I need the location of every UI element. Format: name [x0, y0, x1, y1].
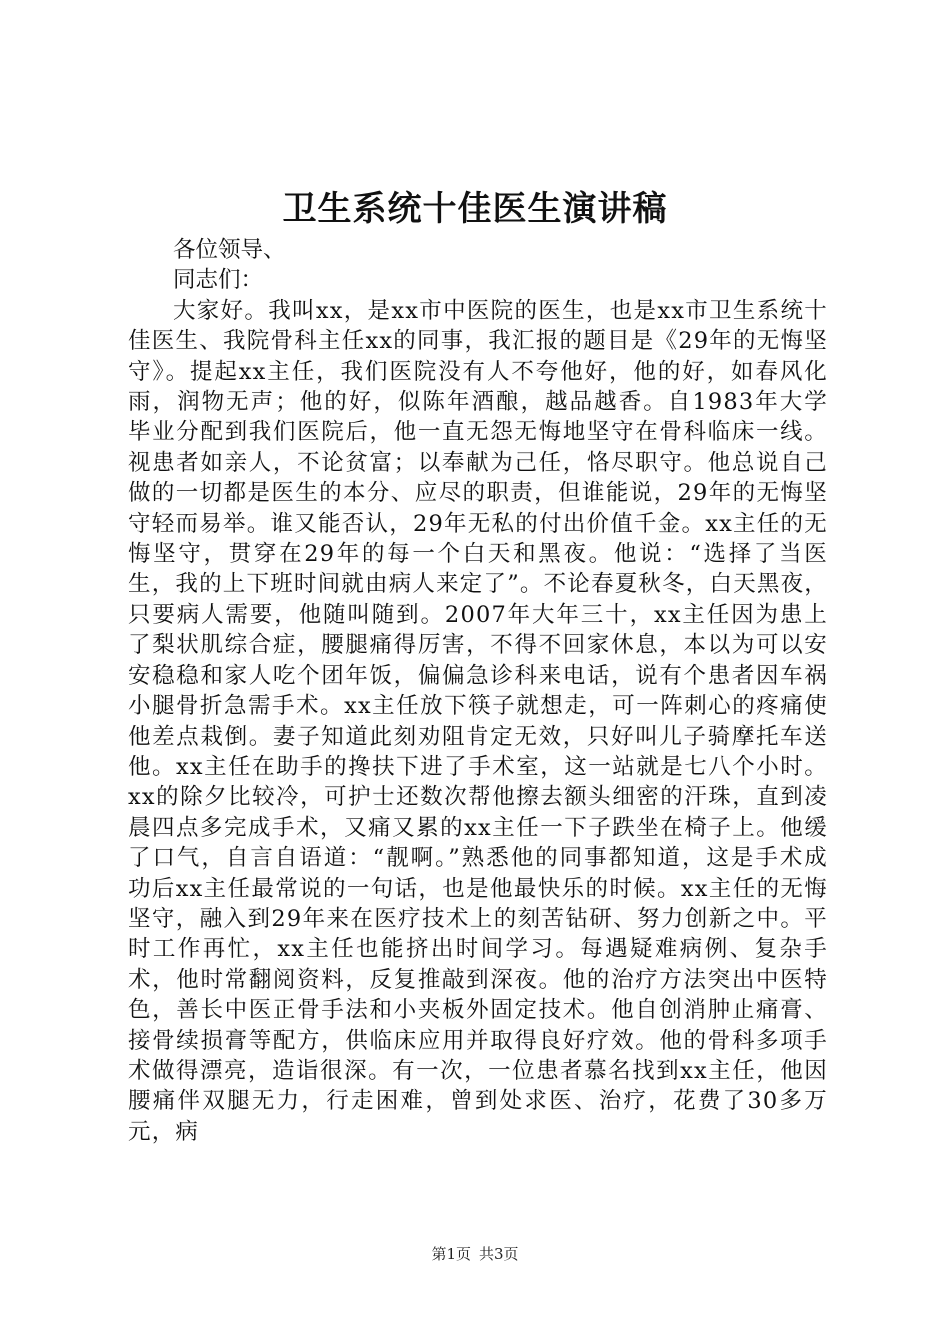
page-number: 第1页	[431, 1245, 471, 1263]
salutation-leaders: 各位领导、	[173, 237, 286, 263]
speech-paragraph: 大家好。我叫xx，是xx市中医院的医生，也是xx市卫生系统十佳医生、我院骨科主任xx的同事，我汇报的题目是《29年的无悔坚守》。提起xx主任，我们医院没有人不夸他好，他的好，如春风化雨，润物无声；他的好，似陈年酒酿，越品越香。自1983年大学毕业分配到我们医院后，他一直无怨无悔地坚守在骨科临床一线。视患者如亲人，不论贫富；以奉献为己任，恪尽职守。他总说自己做的一切都是医生的本分、应尽的职责，但谁能说，29年的无悔坚守轻而易举。谁又能否认，29年无私的付出价值千金。xx主任的无悔坚守，贯穿在29年的每一个白天和黑夜。他说：“选择了当医生，我的上下班时间就由病人来定了”。不论春夏秋冬，白天黑夜，只要病人需要，他随叫随到。2007年大年三十，xx主任因为患上了梨状肌综合症，腰腿痛得厉害，不得不回家休息，本以为可以安安稳稳和家人吃个团年饭，偏偏急诊科来电话，说有个患者因车祸小腿骨折急需手术。xx主任放下筷子就想走，可一阵刺心的疼痛使他差点栽倒。妻子知道此刻劝阻肯定无效，只好叫儿子骑摩托车送他。xx主任在助手的搀扶下进了手术室，这一站就是七八个小时。xx的除夕比较冷，可护士还数次帮他擦去额头细密的汗珠，直到凌晨四点多完成手术，又痛又累的xx主任一下子跌坐在椅子上。他缓了口气，自言自语道：“靓啊。”熟悉他的同事都知道，这是手术成功后xx主任最常说的一句话，也是他最快乐的时候。xx主任的无悔坚守，融入到29年来在医疗技术上的刻苦钻研、努力创新之中。平时工作再忙，xx主任也能挤出时间学习。每遇疑难病例、复杂手术，他时常翻阅资料，反复推敲到深夜。他的治疗方法突出中医特色，善长中医正骨手法和小夹板外固定技术。他自创消肿止痛膏、接骨续损膏等配方，供临床应用并取得良好疗效。他的骨科多项手术做得漂亮，造诣很深。有一次，一位患者慕名找到xx主任，他因腰痛伴双腿无力，行走困难，曾到处求医、治疗，花费了30多万元，病	[128, 297, 829, 1145]
document-body	[128, 235, 828, 1147]
page-total: 共3页	[479, 1245, 519, 1263]
page-footer	[0, 1244, 950, 1264]
document-title: 卫生系统十佳医生演讲稿	[282, 189, 668, 229]
salutation-comrades: 同志们：	[173, 267, 264, 294]
